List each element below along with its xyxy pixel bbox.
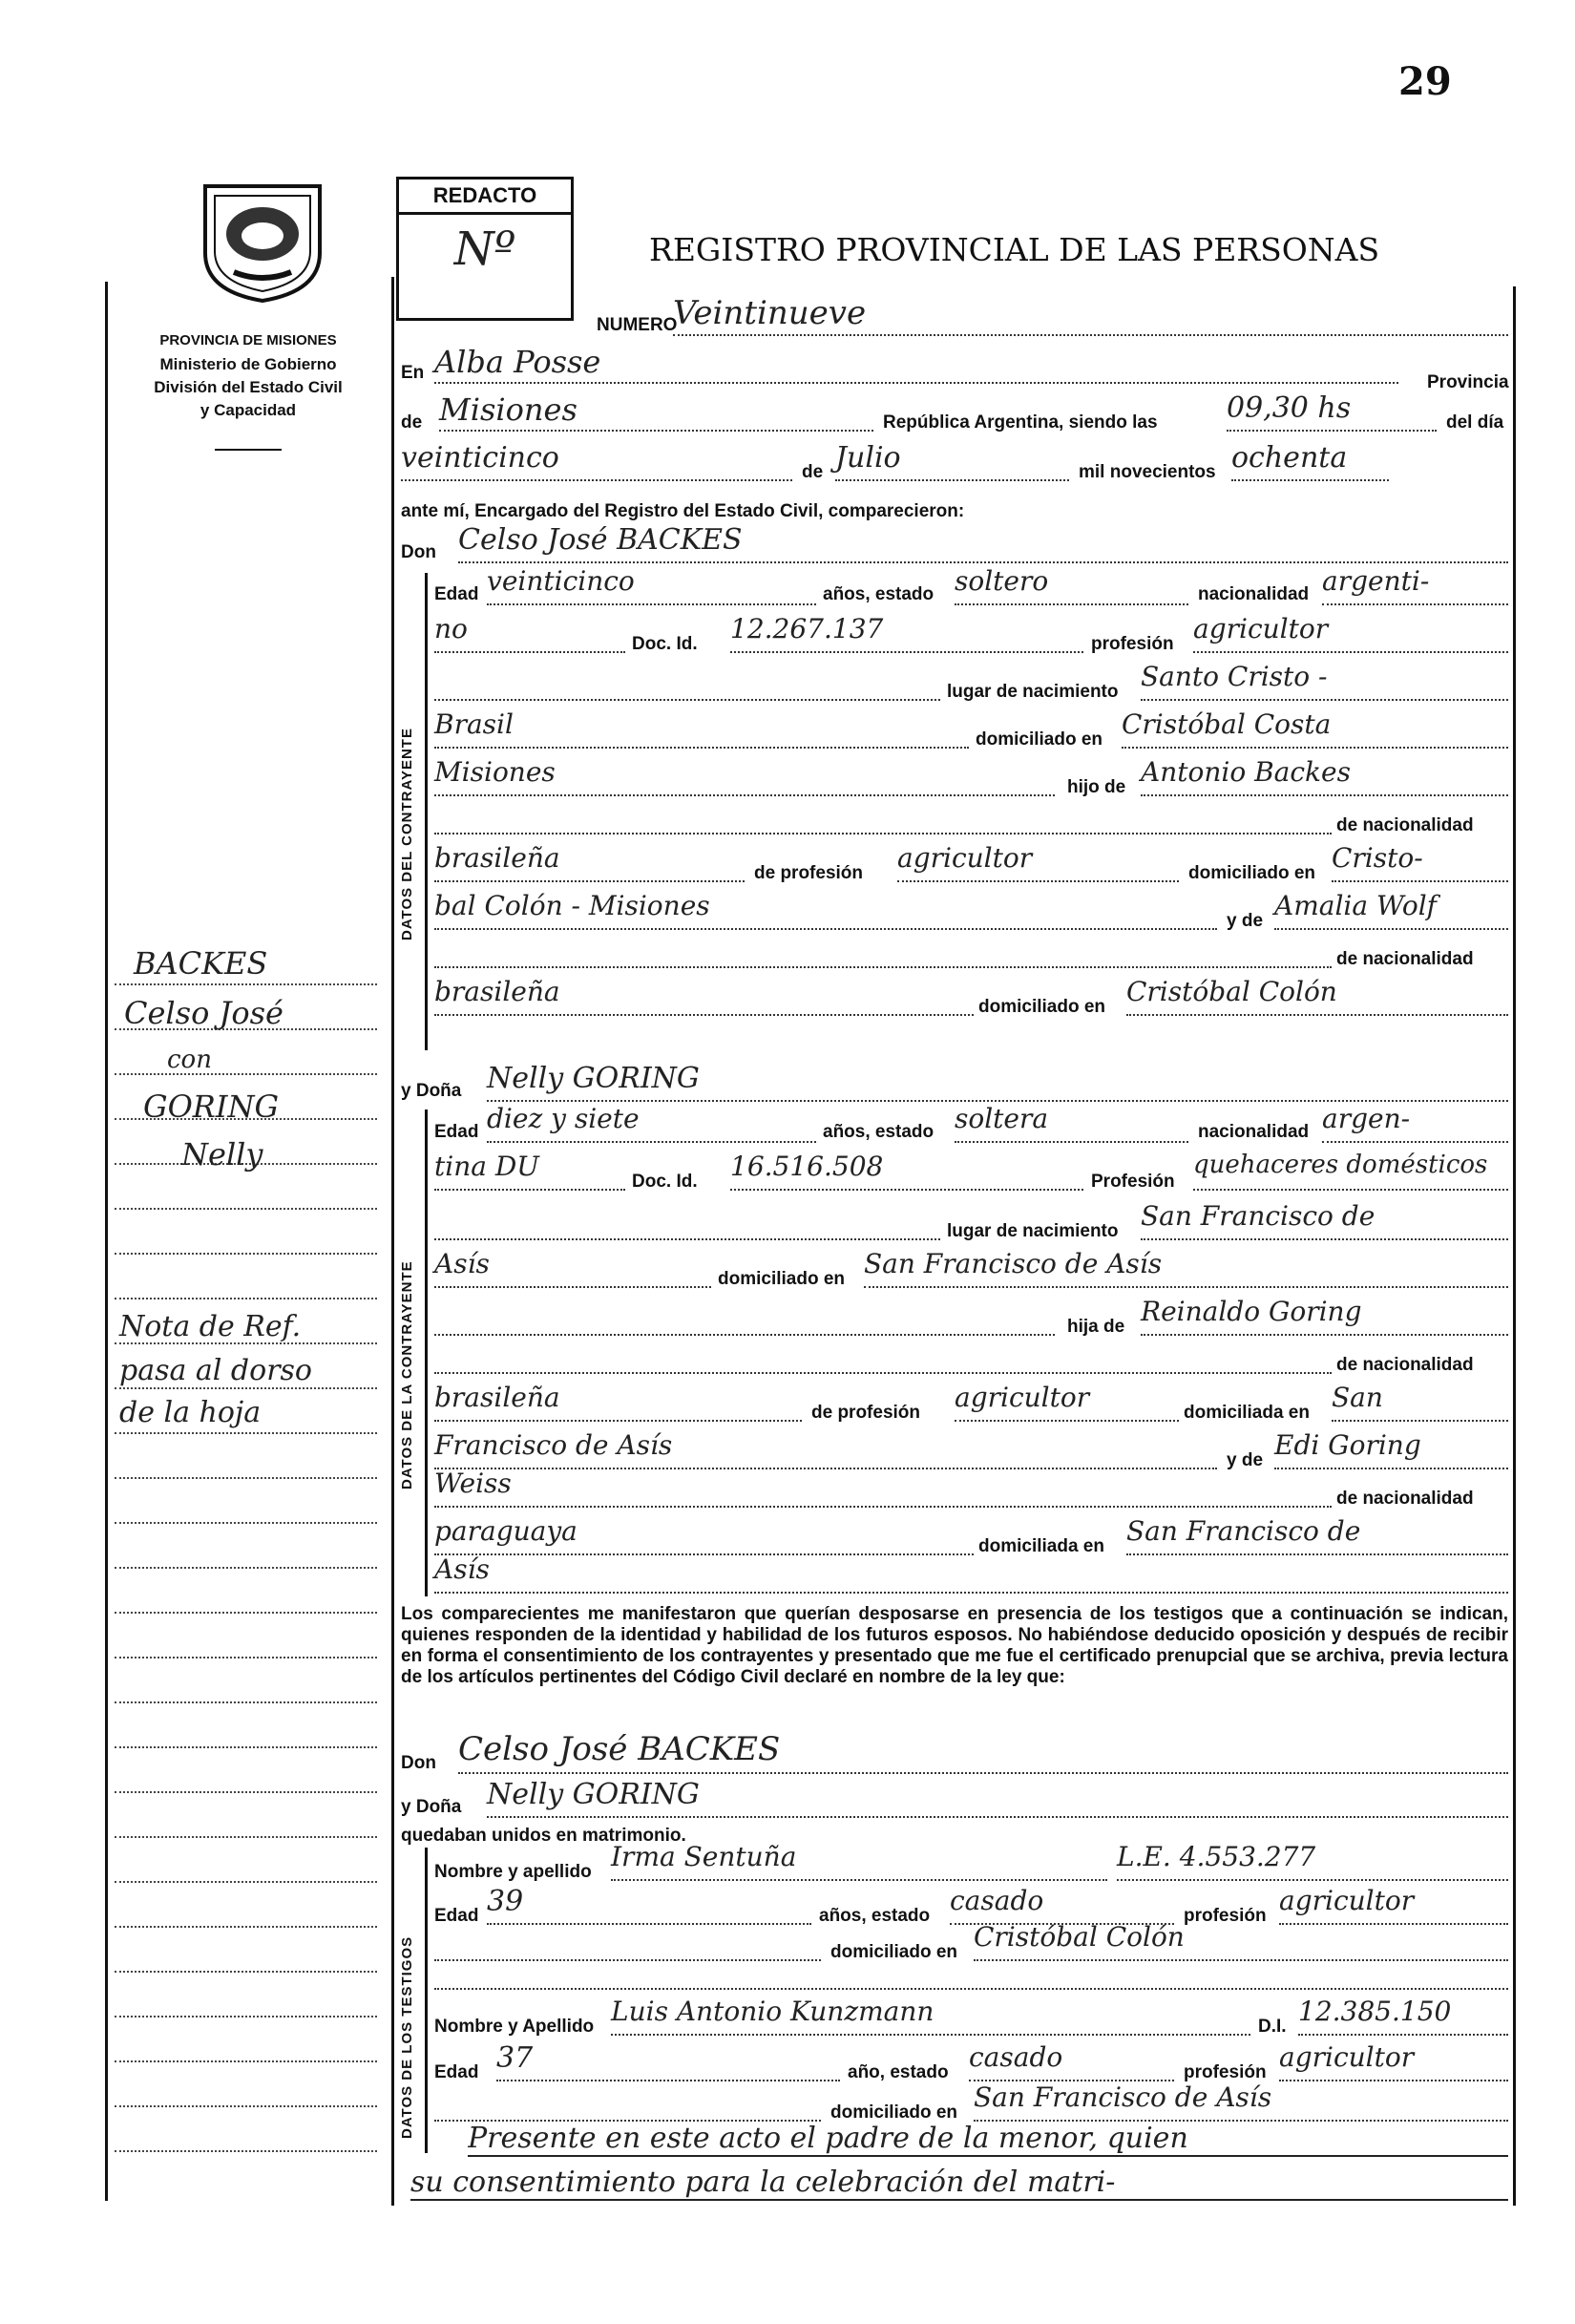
c2-doc-label: Doc. Id. — [632, 1172, 698, 1192]
dona-label: y Doña — [401, 1081, 462, 1101]
c1-doc-label: Doc. Id. — [632, 634, 698, 654]
c2-lugar-label: lugar de nacimiento — [947, 1221, 1119, 1241]
c2-madre-dom: San Francisco de — [1126, 1515, 1508, 1555]
redacto-box — [396, 177, 574, 321]
t2-edad-label: Edad — [434, 2062, 479, 2082]
c2-nac-label: nacionalidad — [1198, 1122, 1310, 1142]
t2-nombre: Luis Antonio Kunzmann — [611, 1996, 1250, 2036]
t2-nombre-label: Nombre y Apellido — [434, 2017, 595, 2037]
c1-padre-dom-label: domiciliado en — [1188, 863, 1316, 883]
c2-madre-dom-2: Asís — [434, 1553, 1508, 1594]
c1-madre-nac-lead — [434, 928, 1332, 968]
contrayente-1-box — [425, 573, 428, 1050]
margin-note-con: con — [167, 1046, 212, 1074]
mil-label: mil novecientos — [1079, 462, 1216, 482]
c1-nac-label: nacionalidad — [1198, 584, 1310, 604]
hora-value: 09,30 hs — [1227, 391, 1437, 432]
c2-nac-2: tina DU — [434, 1151, 625, 1191]
c2-doc: 16.516.508 — [730, 1151, 1083, 1191]
margin-dotted-line — [115, 2150, 377, 2152]
t1-estado: casado — [950, 1885, 1174, 1925]
c1-lugar-label: lugar de nacimiento — [947, 682, 1119, 702]
margin-dotted-line — [115, 1477, 377, 1479]
c1-nac: argenti- — [1322, 565, 1508, 605]
margin-note-hoja: de la hoja — [119, 1396, 262, 1429]
c1-padre-dom-2: bal Colón - Misiones — [434, 890, 1217, 930]
province-seal — [186, 177, 339, 306]
c2-padre-dom-label: domiciliada en — [1184, 1403, 1310, 1423]
margin-dotted-line — [115, 1791, 377, 1793]
c2-padre-prof: agricultor — [955, 1382, 1179, 1422]
c1-lugar-2: Brasil — [434, 708, 969, 749]
testigos-note-1: Presente en este acto el padre de la menor, quien — [468, 2122, 1508, 2157]
margin-dotted-line — [115, 2105, 377, 2107]
t1-dom-lead — [434, 1921, 821, 1961]
c1-madre-nac: brasileña — [434, 976, 974, 1016]
t1-estado-label: años, estado — [819, 1906, 931, 1926]
t2-edad: 37 — [496, 2041, 840, 2081]
margin-note-given-2: Nelly — [181, 1136, 263, 1173]
declaration-paragraph: Los comparecientes me manifestaron que querían desposarse en presencia de los testigos que a continuación se indican, quienes responden de la identidad y habilidad de los futuros esposos. No habiéndose deducido oposición y después de recibir en forma el consentimiento de los contrayentes y presentado que me fue el certificado prenupcial que se archiva, previa lectura de los artículos pertinentes del Código Civil declaré en nombre de la ley que: — [401, 1604, 1508, 1687]
c1-dom: Cristóbal Costa — [1122, 708, 1508, 749]
c2-estado: soltera — [955, 1103, 1188, 1143]
margin-note-surname: BACKES — [134, 945, 268, 982]
republica-label: República Argentina, siendo las — [883, 412, 1158, 433]
c1-edad: veinticinco — [487, 565, 816, 605]
ante-mi: ante mí, Encargado del Registro del Estado Civil, comparecieron: — [401, 501, 965, 521]
c2-padre-dom: San — [1332, 1382, 1508, 1422]
margin-dotted-line — [115, 1926, 377, 1928]
sidebar-division: División del Estado Civil — [154, 378, 343, 396]
c1-hijo-label: hijo de — [1067, 777, 1126, 797]
margin-dotted-line — [115, 1208, 377, 1210]
page-number: 29 — [1398, 59, 1452, 104]
de-value: Misiones — [439, 391, 873, 432]
t2-dom-label: domiciliado en — [830, 2102, 958, 2123]
de2-label: de — [802, 462, 824, 482]
c1-nac-2: no — [434, 613, 625, 653]
c2-padre-nac-lead — [434, 1334, 1332, 1374]
numero-label: NUMERO — [597, 315, 678, 335]
c1-estado-label: años, estado — [823, 584, 934, 604]
t2-doc: 12.385.150 — [1298, 1996, 1508, 2036]
c1-padre-prof: agricultor — [897, 842, 1179, 882]
c2-prof: quehaceres domésticos — [1193, 1151, 1508, 1191]
margin-dotted-line — [115, 2016, 377, 2018]
c2-padre-nac: brasileña — [434, 1382, 802, 1422]
c1-de-nac-label-2: de nacionalidad — [1336, 949, 1474, 969]
margin-dotted-line — [115, 1298, 377, 1299]
c1-padre-nac: brasileña — [434, 842, 745, 882]
anio-value: ochenta — [1231, 441, 1389, 481]
form-left-border — [391, 277, 394, 2206]
t1-nombre-label: Nombre y apellido — [434, 1862, 592, 1882]
c1-lugar: Santo Cristo - — [1141, 661, 1508, 701]
don-label: Don — [401, 542, 436, 562]
t1-doc: L.E. 4.553.277 — [1117, 1841, 1508, 1881]
margin-dotted-line — [115, 1253, 377, 1255]
en-label: En — [401, 363, 425, 383]
c2-madre-nac: Weiss — [434, 1468, 1332, 1508]
c1-de-prof-label: de profesión — [754, 863, 864, 883]
contrayente-2-section-label: DATOS DE LA CONTRAYENTE — [399, 1260, 415, 1489]
t2-estado: casado — [969, 2041, 1174, 2081]
c1-estado: soltero — [955, 565, 1188, 605]
t1-extra-line — [434, 1959, 1508, 1990]
testigos-box — [425, 1848, 428, 2153]
contrayente-1-name: Celso José BACKES — [458, 523, 1508, 563]
c1-lugar-lead — [434, 661, 940, 701]
c1-prof-label: profesión — [1091, 634, 1174, 654]
left-border — [105, 282, 108, 2201]
c1-madre-dom: Cristóbal Colón — [1126, 976, 1508, 1016]
t1-dom-label: domiciliado en — [830, 1942, 958, 1962]
decl-unidos: quedaban unidos en matrimonio. — [401, 1826, 686, 1846]
margin-dotted-line — [115, 1567, 377, 1569]
margin-note-given: Celso José — [124, 995, 284, 1031]
sidebar-divider — [215, 449, 282, 451]
decl-dona-value: Nelly GORING — [487, 1778, 1508, 1818]
c2-padre-dom-2: Francisco de Asís — [434, 1429, 1217, 1469]
c2-de-nac-label: de nacionalidad — [1336, 1355, 1474, 1375]
c1-dom-2: Misiones — [434, 756, 1055, 796]
c2-lugar: San Francisco de — [1141, 1200, 1508, 1240]
del-dia-label: del día — [1446, 412, 1504, 433]
redacto-label: REDACTO — [399, 180, 571, 215]
form-right-border — [1513, 286, 1516, 2206]
c1-dom-label: domiciliado en — [976, 729, 1103, 750]
c2-edad: diez y siete — [487, 1103, 816, 1143]
margin-dotted-line — [115, 1612, 377, 1614]
c2-nac: argen- — [1322, 1103, 1508, 1143]
c2-padre: Reinaldo Goring — [1141, 1296, 1508, 1336]
c2-de-prof-label: de profesión — [811, 1403, 921, 1423]
c2-edad-label: Edad — [434, 1122, 479, 1142]
c2-y-de-label: y de — [1227, 1450, 1264, 1470]
margin-dotted-line — [115, 983, 377, 985]
c1-padre-dom: Cristo- — [1332, 842, 1508, 882]
margin-dotted-line — [115, 1746, 377, 1748]
decl-don-value: Celso José BACKES — [458, 1730, 1508, 1774]
sidebar-province: PROVINCIA DE MISIONES — [159, 332, 337, 349]
c2-madre-nac-2: paraguaya — [434, 1515, 974, 1555]
t1-dom: Cristóbal Colón — [974, 1921, 1508, 1961]
c2-lugar-lead — [434, 1200, 940, 1240]
margin-note-surname-2: GORING — [143, 1088, 280, 1125]
en-value: Alba Posse — [434, 344, 1398, 384]
margin-note-ref: Nota de Ref. — [119, 1310, 302, 1343]
c2-dom-label: domiciliado en — [718, 1269, 846, 1289]
margin-dotted-line — [115, 1836, 377, 1838]
c1-doc: 12.267.137 — [730, 613, 1083, 653]
margin-dotted-line — [115, 1657, 377, 1658]
margin-dotted-line — [115, 1387, 377, 1389]
de-label: de — [401, 412, 423, 433]
c2-madre-dom-label: domiciliada en — [978, 1536, 1104, 1556]
mes-value: Julio — [835, 441, 1069, 481]
redacto-value: Nº — [453, 222, 516, 276]
decl-dona-label: y Doña — [401, 1797, 462, 1817]
t2-dom: San Francisco de Asís — [974, 2081, 1508, 2122]
c2-estado-label: años, estado — [823, 1122, 934, 1142]
c1-prof: agricultor — [1193, 613, 1508, 653]
t2-doc-label: D.I. — [1258, 2017, 1287, 2037]
c2-madre: Edi Goring — [1274, 1429, 1508, 1469]
testigos-note-2: su consentimiento para la celebración del matri- — [410, 2166, 1508, 2201]
t2-dom-lead — [434, 2081, 821, 2122]
t1-edad-label: Edad — [434, 1906, 479, 1926]
t1-nombre: Irma Sentuña — [611, 1841, 1107, 1881]
sidebar-ministry: Ministerio de Gobierno — [159, 355, 337, 373]
margin-dotted-line — [115, 1522, 377, 1524]
margin-dotted-line — [115, 1881, 377, 1883]
c2-hija-label: hija de — [1067, 1317, 1125, 1337]
margin-note-dorso: pasa al dorso — [119, 1354, 312, 1387]
margin-dotted-line — [115, 1073, 377, 1075]
t2-estado-label: año, estado — [848, 2062, 949, 2082]
decl-don-label: Don — [401, 1753, 436, 1773]
dia-value: veinticinco — [401, 441, 792, 481]
contrayente-1-section-label: DATOS DEL CONTRAYENTE — [399, 728, 415, 940]
margin-dotted-line — [115, 1432, 377, 1434]
registry-title: REGISTRO PROVINCIAL DE LAS PERSONAS — [649, 231, 1380, 268]
contrayente-2-name: Nelly GORING — [487, 1062, 1508, 1102]
c1-y-de-label: y de — [1227, 911, 1264, 931]
c1-de-nac-label: de nacionalidad — [1336, 815, 1474, 835]
t1-edad: 39 — [487, 1885, 811, 1925]
c2-de-nac-label-2: de nacionalidad — [1336, 1489, 1474, 1509]
c2-padre-lead — [434, 1296, 1055, 1336]
numero-value: Veintinueve — [673, 294, 1508, 336]
c1-edad-label: Edad — [434, 584, 479, 604]
testigos-section-label: DATOS DE LOS TESTIGOS — [399, 1935, 415, 2139]
c2-prof-label: Profesión — [1091, 1172, 1175, 1192]
margin-dotted-line — [115, 2060, 377, 2062]
t2-prof-label: profesión — [1184, 2062, 1267, 2082]
t1-prof-label: profesión — [1184, 1906, 1267, 1926]
c2-dom: San Francisco de Asís — [864, 1248, 1508, 1288]
margin-dotted-line — [115, 1701, 377, 1703]
c1-padre-nac-lead — [434, 794, 1332, 835]
c2-lugar-2: Asís — [434, 1248, 711, 1288]
sidebar-division-2: y Capacidad — [200, 401, 297, 419]
t2-prof: agricultor — [1279, 2041, 1508, 2081]
t1-prof: agricultor — [1279, 1885, 1508, 1925]
c1-madre-dom-label: domiciliado en — [978, 997, 1106, 1017]
contrayente-2-box — [425, 1109, 428, 1596]
margin-dotted-line — [115, 1971, 377, 1973]
provincia-label: Provincia — [1427, 372, 1509, 392]
c1-padre: Antonio Backes — [1141, 756, 1508, 796]
c1-madre: Amalia Wolf — [1274, 890, 1508, 930]
